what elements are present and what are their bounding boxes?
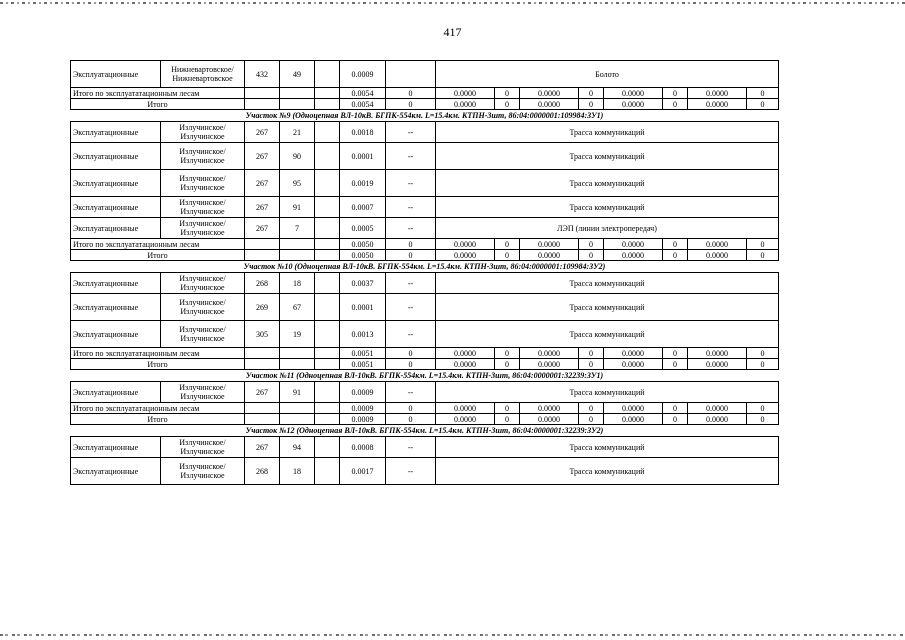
empty-cell: [280, 359, 315, 370]
vydel-cell: 95: [280, 170, 315, 197]
area-cell: 0.0001: [340, 294, 386, 321]
kvartal-cell: 267: [245, 218, 280, 239]
kvartal-cell: 267: [245, 197, 280, 218]
empty-cell: [315, 88, 340, 99]
total-label: Итого: [71, 99, 245, 110]
category-cell: Эксплуатационные: [71, 382, 161, 403]
use-cell: --: [386, 122, 436, 143]
subtotal-area-cell: 0.0051: [340, 348, 386, 359]
zero-cell: 0: [495, 359, 520, 370]
kvartal-cell: 269: [245, 294, 280, 321]
subtotal-label: Итого по эксплуататационным лесам: [71, 239, 245, 250]
use-cell: --: [386, 143, 436, 170]
zero-cell: 0: [495, 348, 520, 359]
zero-cell: 0: [579, 403, 604, 414]
empty-cell: [245, 348, 280, 359]
subtotal-value-cell: 0: [386, 403, 436, 414]
description-cell: Трасса коммуникаций: [436, 437, 779, 458]
subtotal-label: Итого по эксплуататационным лесам: [71, 88, 245, 99]
category-cell: Эксплуатационные: [71, 458, 161, 485]
total-area-cell: 0.0051: [340, 359, 386, 370]
vydel-cell: 21: [280, 122, 315, 143]
page-number: 417: [443, 25, 462, 39]
area-cell: 0.0005: [340, 218, 386, 239]
zero-area-cell: 0.0000: [436, 99, 495, 110]
empty-cell: [315, 403, 340, 414]
vydel-cell: 90: [280, 143, 315, 170]
zero-area-cell: 0.0000: [520, 99, 579, 110]
zero-area-cell: 0.0000: [436, 250, 495, 261]
use-cell: --: [386, 218, 436, 239]
table-row: [71, 170, 779, 197]
table-row: [71, 382, 779, 403]
total-row: [71, 414, 779, 425]
zero-cell: 0: [663, 414, 688, 425]
zero-area-cell: 0.0000: [604, 99, 663, 110]
category-cell: Эксплуатационные: [71, 321, 161, 348]
category-cell: Эксплуатационные: [71, 273, 161, 294]
use-cell: --: [386, 382, 436, 403]
zero-cell: 0: [579, 250, 604, 261]
empty-cell: [245, 99, 280, 110]
zero-cell: 0: [747, 403, 779, 414]
forestry-cell: Излучинское/ Излучинское: [161, 218, 245, 239]
empty-cell: [245, 403, 280, 414]
vydel-cell: 18: [280, 458, 315, 485]
zero-cell: 0: [747, 99, 779, 110]
subtotal-area-cell: 0.0050: [340, 239, 386, 250]
forestry-cell: Излучинское/ Излучинское: [161, 437, 245, 458]
zero-cell: 0: [747, 414, 779, 425]
description-cell: Трасса коммуникаций: [436, 458, 779, 485]
empty-cell: [315, 170, 340, 197]
subtotal-area-cell: 0.0054: [340, 88, 386, 99]
area-cell: 0.0037: [340, 273, 386, 294]
empty-cell: [315, 239, 340, 250]
kvartal-cell: 268: [245, 458, 280, 485]
kvartal-cell: 267: [245, 122, 280, 143]
vydel-cell: 19: [280, 321, 315, 348]
empty-cell: [245, 414, 280, 425]
table-row: [71, 197, 779, 218]
category-cell: Эксплуатационные: [71, 437, 161, 458]
table-row: [71, 143, 779, 170]
kvartal-cell: 267: [245, 170, 280, 197]
total-label: Итого: [71, 414, 245, 425]
area-cell: 0.0017: [340, 458, 386, 485]
category-cell: Эксплуатационные: [71, 197, 161, 218]
zero-cell: 0: [579, 348, 604, 359]
description-cell: Трасса коммуникаций: [436, 122, 779, 143]
section-header: Участок №10 (Одноцепная ВЛ-10кВ. БГПК-554км. L=15.4км. КТПН-3шт, 86:04:0000001:109984:ЗУ2): [71, 261, 779, 273]
empty-cell: [245, 359, 280, 370]
subtotal-value-cell: 0: [386, 239, 436, 250]
description-cell: Болото: [436, 61, 779, 88]
zero-cell: 0: [579, 99, 604, 110]
total-label: Итого: [71, 359, 245, 370]
zero-cell: 0: [747, 250, 779, 261]
zero-area-cell: 0.0000: [604, 88, 663, 99]
empty-cell: [315, 382, 340, 403]
zero-area-cell: 0.0000: [520, 88, 579, 99]
total-value-cell: 0: [386, 359, 436, 370]
section-header-row: [71, 425, 779, 437]
description-cell: ЛЭП (линии электропередач): [436, 218, 779, 239]
zero-cell: 0: [663, 403, 688, 414]
total-area-cell: 0.0054: [340, 99, 386, 110]
section-header-row: [71, 261, 779, 273]
empty-cell: [315, 414, 340, 425]
zero-area-cell: 0.0000: [688, 239, 747, 250]
description-cell: Трасса коммуникаций: [436, 273, 779, 294]
forestry-cell: Излучинское/ Излучинское: [161, 197, 245, 218]
total-area-cell: 0.0050: [340, 250, 386, 261]
area-cell: 0.0001: [340, 143, 386, 170]
zero-cell: 0: [579, 359, 604, 370]
section-header: Участок №12 (Одноцепная ВЛ-10кВ. БГПК-554км. L=15.4км. КТПН-3шт, 86:04:0000001:32239:ЗУ2): [71, 425, 779, 437]
empty-cell: [245, 239, 280, 250]
zero-area-cell: 0.0000: [688, 403, 747, 414]
zero-area-cell: 0.0000: [520, 359, 579, 370]
subtotal-label: Итого по эксплуататационным лесам: [71, 403, 245, 414]
forestry-cell: Излучинское/ Излучинское: [161, 321, 245, 348]
table-row: [71, 321, 779, 348]
table-row: [71, 273, 779, 294]
forestry-cell: Излучинское/ Излучинское: [161, 170, 245, 197]
vydel-cell: 7: [280, 218, 315, 239]
total-row: [71, 99, 779, 110]
area-cell: 0.0009: [340, 382, 386, 403]
empty-cell: [315, 250, 340, 261]
zero-cell: 0: [495, 403, 520, 414]
empty-cell: [315, 218, 340, 239]
use-cell: --: [386, 294, 436, 321]
zero-area-cell: 0.0000: [436, 88, 495, 99]
category-cell: Эксплуатационные: [71, 218, 161, 239]
empty-cell: [315, 273, 340, 294]
zero-cell: 0: [663, 348, 688, 359]
area-cell: 0.0009: [340, 61, 386, 88]
kvartal-cell: 267: [245, 382, 280, 403]
use-cell: --: [386, 321, 436, 348]
empty-cell: [315, 143, 340, 170]
description-cell: Трасса коммуникаций: [436, 143, 779, 170]
scan-edge-bottom: [0, 634, 905, 636]
zero-area-cell: 0.0000: [436, 239, 495, 250]
forestry-cell: Излучинское/ Излучинское: [161, 122, 245, 143]
subtotal-label: Итого по эксплуататационным лесам: [71, 348, 245, 359]
use-cell: --: [386, 437, 436, 458]
empty-cell: [315, 348, 340, 359]
vydel-cell: 49: [280, 61, 315, 88]
kvartal-cell: 268: [245, 273, 280, 294]
description-cell: Трасса коммуникаций: [436, 197, 779, 218]
table-row: [71, 458, 779, 485]
empty-cell: [315, 437, 340, 458]
zero-area-cell: 0.0000: [520, 250, 579, 261]
total-value-cell: 0: [386, 250, 436, 261]
zero-cell: 0: [747, 239, 779, 250]
table-row: [71, 294, 779, 321]
use-cell: --: [386, 273, 436, 294]
forestry-cell: Излучинское/ Излучинское: [161, 294, 245, 321]
zero-area-cell: 0.0000: [436, 403, 495, 414]
total-area-cell: 0.0009: [340, 414, 386, 425]
zero-area-cell: 0.0000: [604, 250, 663, 261]
category-cell: Эксплуатационные: [71, 143, 161, 170]
area-cell: 0.0008: [340, 437, 386, 458]
section-header-row: [71, 370, 779, 382]
zero-area-cell: 0.0000: [520, 239, 579, 250]
zero-area-cell: 0.0000: [604, 414, 663, 425]
zero-area-cell: 0.0000: [688, 99, 747, 110]
kvartal-cell: 267: [245, 143, 280, 170]
forestry-cell: Излучинское/ Излучинское: [161, 458, 245, 485]
use-cell: [386, 61, 436, 88]
zero-area-cell: 0.0000: [604, 239, 663, 250]
subtotal-row: [71, 403, 779, 414]
forestry-cell: Излучинское/ Излучинское: [161, 273, 245, 294]
kvartal-cell: 432: [245, 61, 280, 88]
empty-cell: [315, 294, 340, 321]
category-cell: Эксплуатационные: [71, 170, 161, 197]
vydel-cell: 18: [280, 273, 315, 294]
zero-area-cell: 0.0000: [604, 359, 663, 370]
zero-area-cell: 0.0000: [520, 414, 579, 425]
zero-cell: 0: [579, 88, 604, 99]
zero-cell: 0: [663, 99, 688, 110]
empty-cell: [280, 88, 315, 99]
zero-area-cell: 0.0000: [436, 414, 495, 425]
zero-cell: 0: [747, 359, 779, 370]
vydel-cell: 91: [280, 197, 315, 218]
zero-area-cell: 0.0000: [436, 359, 495, 370]
use-cell: --: [386, 170, 436, 197]
zero-cell: 0: [747, 88, 779, 99]
use-cell: --: [386, 197, 436, 218]
scan-edge-top: [0, 2, 905, 4]
forestry-cell: Излучинское/ Излучинское: [161, 382, 245, 403]
zero-area-cell: 0.0000: [688, 250, 747, 261]
empty-cell: [280, 403, 315, 414]
zero-cell: 0: [747, 348, 779, 359]
forestry-cell: Излучинское/ Излучинское: [161, 143, 245, 170]
category-cell: Эксплуатационные: [71, 61, 161, 88]
table-row: [71, 218, 779, 239]
description-cell: Трасса коммуникаций: [436, 294, 779, 321]
area-cell: 0.0019: [340, 170, 386, 197]
land-plots-table: [70, 60, 779, 485]
empty-cell: [245, 250, 280, 261]
vydel-cell: 67: [280, 294, 315, 321]
empty-cell: [315, 458, 340, 485]
subtotal-row: [71, 348, 779, 359]
use-cell: --: [386, 458, 436, 485]
zero-area-cell: 0.0000: [520, 348, 579, 359]
subtotal-row: [71, 239, 779, 250]
subtotal-value-cell: 0: [386, 88, 436, 99]
category-cell: Эксплуатационные: [71, 122, 161, 143]
zero-area-cell: 0.0000: [688, 359, 747, 370]
zero-cell: 0: [663, 239, 688, 250]
zero-cell: 0: [579, 414, 604, 425]
description-cell: Трасса коммуникаций: [436, 170, 779, 197]
empty-cell: [280, 99, 315, 110]
area-cell: 0.0013: [340, 321, 386, 348]
zero-area-cell: 0.0000: [604, 403, 663, 414]
table-row: [71, 61, 779, 88]
empty-cell: [245, 88, 280, 99]
zero-cell: 0: [495, 250, 520, 261]
vydel-cell: 94: [280, 437, 315, 458]
total-value-cell: 0: [386, 414, 436, 425]
area-cell: 0.0007: [340, 197, 386, 218]
empty-cell: [315, 99, 340, 110]
zero-area-cell: 0.0000: [604, 348, 663, 359]
zero-area-cell: 0.0000: [688, 348, 747, 359]
description-cell: Трасса коммуникаций: [436, 321, 779, 348]
zero-area-cell: 0.0000: [688, 414, 747, 425]
zero-cell: 0: [579, 239, 604, 250]
total-row: [71, 250, 779, 261]
category-cell: Эксплуатационные: [71, 294, 161, 321]
forestry-cell: Нижневартовское/ Нижневартовское: [161, 61, 245, 88]
vydel-cell: 91: [280, 382, 315, 403]
empty-cell: [315, 197, 340, 218]
empty-cell: [280, 250, 315, 261]
zero-cell: 0: [663, 359, 688, 370]
zero-area-cell: 0.0000: [520, 403, 579, 414]
empty-cell: [315, 61, 340, 88]
zero-area-cell: 0.0000: [688, 88, 747, 99]
section-header: Участок №9 (Одноцепная ВЛ-10кВ. БГПК-554км. L=15.4км. КТПН-3шт, 86:04:0000001:109984:ЗУ1): [71, 110, 779, 122]
empty-cell: [315, 359, 340, 370]
zero-cell: 0: [663, 88, 688, 99]
table-row: [71, 437, 779, 458]
total-row: [71, 359, 779, 370]
empty-cell: [315, 321, 340, 348]
kvartal-cell: 305: [245, 321, 280, 348]
zero-cell: 0: [495, 99, 520, 110]
empty-cell: [280, 348, 315, 359]
subtotal-value-cell: 0: [386, 348, 436, 359]
zero-area-cell: 0.0000: [436, 348, 495, 359]
section-header-row: [71, 110, 779, 122]
table-row: [71, 122, 779, 143]
zero-cell: 0: [495, 414, 520, 425]
empty-cell: [280, 239, 315, 250]
subtotal-area-cell: 0.0009: [340, 403, 386, 414]
area-cell: 0.0018: [340, 122, 386, 143]
description-cell: Трасса коммуникаций: [436, 382, 779, 403]
empty-cell: [315, 122, 340, 143]
zero-cell: 0: [663, 250, 688, 261]
subtotal-row: [71, 88, 779, 99]
zero-cell: 0: [495, 239, 520, 250]
section-header: Участок №11 (Одноцепная ВЛ-10кВ. БГПК-554км. L=15.4км. КТПН-3шт, 86:04:0000001:32239:ЗУ1): [71, 370, 779, 382]
zero-cell: 0: [495, 88, 520, 99]
total-label: Итого: [71, 250, 245, 261]
kvartal-cell: 267: [245, 437, 280, 458]
total-value-cell: 0: [386, 99, 436, 110]
empty-cell: [280, 414, 315, 425]
